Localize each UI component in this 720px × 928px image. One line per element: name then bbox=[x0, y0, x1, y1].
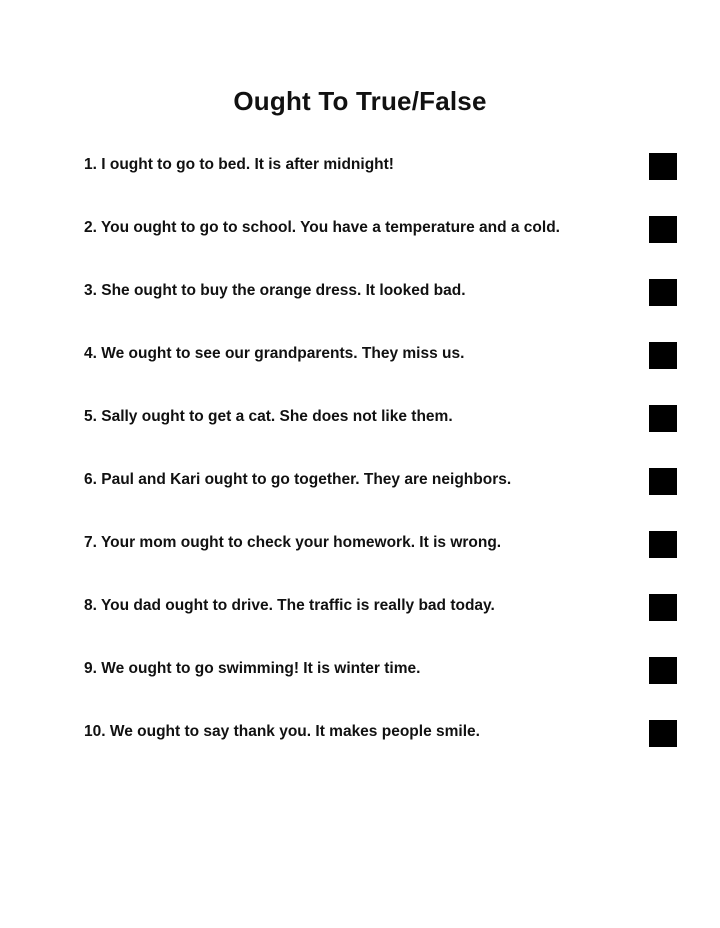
question-item-7 bbox=[84, 528, 680, 591]
answer-checkbox[interactable] bbox=[649, 594, 677, 621]
question-text: 1. I ought to go to bed. It is after midnight! bbox=[84, 156, 394, 173]
question-text: 2. You ought to go to school. You have a temperature and a cold. bbox=[84, 219, 560, 236]
question-text: 9. We ought to go swimming! It is winter time. bbox=[84, 660, 421, 677]
question-text: 5. Sally ought to get a cat. She does not like them. bbox=[84, 408, 453, 425]
question-text: 7. Your mom ought to check your homework. It is wrong. bbox=[84, 534, 502, 551]
question-item-3 bbox=[84, 276, 680, 339]
question-item-9 bbox=[84, 654, 680, 717]
answer-checkbox[interactable] bbox=[649, 279, 677, 306]
question-text: 6. Paul and Kari ought to go together. They are neighbors. bbox=[84, 471, 512, 488]
answer-checkbox[interactable] bbox=[649, 657, 677, 684]
question-item-8 bbox=[84, 591, 680, 654]
question-item-10 bbox=[84, 717, 680, 780]
answer-checkbox[interactable] bbox=[649, 153, 677, 180]
question-item-2 bbox=[84, 213, 680, 276]
question-item-5 bbox=[84, 402, 680, 465]
question-text: 4. We ought to see our grandparents. They miss us. bbox=[84, 345, 465, 362]
question-text: 8. You dad ought to drive. The traffic is really bad today. bbox=[84, 597, 495, 614]
question-item-1 bbox=[84, 150, 680, 213]
question-item-4 bbox=[84, 339, 680, 402]
question-text: 10. We ought to say thank you. It makes people smile. bbox=[84, 723, 480, 740]
question-text: 3. She ought to buy the orange dress. It looked bad. bbox=[84, 282, 466, 299]
answer-checkbox[interactable] bbox=[649, 720, 677, 747]
answer-checkbox[interactable] bbox=[649, 216, 677, 243]
answer-checkbox[interactable] bbox=[649, 405, 677, 432]
page-title: Ought To True/False bbox=[233, 86, 487, 116]
answer-checkbox[interactable] bbox=[649, 342, 677, 369]
answer-checkbox[interactable] bbox=[649, 468, 677, 495]
question-list bbox=[84, 150, 680, 780]
answer-checkbox[interactable] bbox=[649, 531, 677, 558]
question-item-6 bbox=[84, 465, 680, 528]
